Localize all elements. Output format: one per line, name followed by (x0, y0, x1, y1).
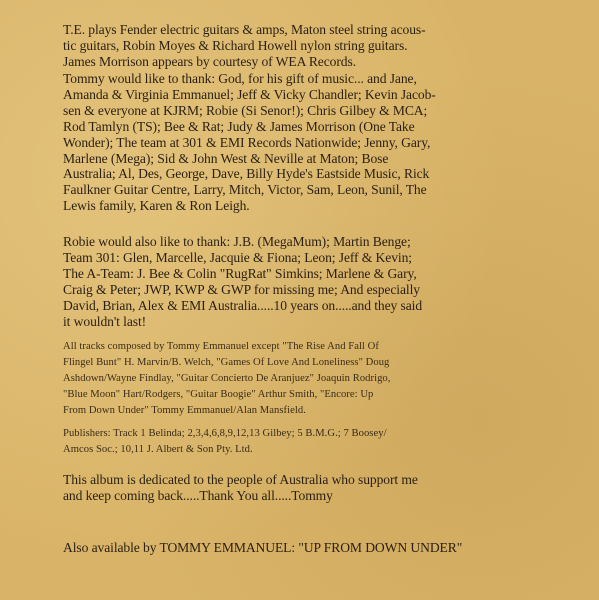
text-line: Faulkner Guitar Centre, Larry, Mitch, Victor, Sam, Leon, Sunil, The (63, 182, 427, 198)
text-line: Also available by TOMMY EMMANUEL: "UP FROM DOWN UNDER" (63, 540, 463, 555)
text-line: All tracks composed by Tommy Emmanuel except "The Rise And Fall Of (63, 341, 379, 352)
text-line: it wouldn't last! (63, 313, 147, 329)
text-line: Ashdown/Wayne Findlay, "Guitar Concierto De Aranjuez" Joaquin Rodrigo, (63, 373, 391, 384)
text-line: Craig & Peter; JWP, KWP & GWP for missing me; And especially (63, 281, 420, 297)
text-line: T.E. plays Fender electric guitars & amps, Maton steel string acous- (63, 22, 426, 37)
text-line: Amanda & Virginia Emmanuel; Jeff & Vicky Chandler; Kevin Jacob- (63, 86, 436, 102)
text-line: Rod Tamlyn (TS); Bee & Rat; Judy & James Morrison (One Take (63, 118, 415, 134)
publishers-credits (63, 426, 593, 458)
dedication (63, 472, 593, 504)
text-line: Lewis family, Karen & Ron Leigh. (63, 198, 250, 214)
text-line: Marlene (Mega); Sid & John West & Neville at Maton; Bose (63, 150, 389, 166)
text-line: Tommy would like to thank: God, for his gift of music... and Jane, (63, 71, 417, 86)
text-line: From Down Under" Tommy Emmanuel/Alan Mansfield. (63, 405, 306, 416)
text-line: Australia; Al, Des, George, Dave, Billy Hyde's Eastside Music, Rick (63, 166, 430, 182)
text-line: Wonder); The team at 301 & EMI Records Nationwide; Jenny, Gary, (63, 134, 431, 150)
composition-credits (63, 339, 593, 419)
text-line: Robie would also like to thank: J.B. (MegaMum); Martin Benge; (63, 234, 411, 249)
robie-thanks (63, 234, 593, 329)
text-line: Publishers: Track 1 Belinda; 2,3,4,6,8,9,12,13 Gilbey; 5 B.M.G.; 7 Boosey/ (63, 428, 387, 439)
text-line: This album is dedicated to the people of Australia who support me (63, 472, 418, 487)
text-line: Flingel Bunt" H. Marvin/B. Welch, "Games Of Love And Loneliness" Doug (63, 357, 390, 368)
tommy-thanks (63, 71, 593, 214)
instruments-credit (63, 22, 593, 70)
text-line: James Morrison appears by courtesy of WEA Records. (63, 53, 356, 69)
text-line: Team 301: Glen, Marcelle, Jacquie & Fiona; Leon; Jeff & Kevin; (63, 249, 412, 265)
text-line: The A-Team: J. Bee & Colin "RugRat" Simkins; Marlene & Gary, (63, 265, 417, 281)
text-line: and keep coming back.....Thank You all.....Tommy (63, 487, 333, 503)
text-line: Amcos Soc.; 10,11 J. Albert & Son Pty. Ltd. (63, 444, 253, 455)
also-available (63, 540, 593, 556)
text-line: tic guitars, Robin Moyes & Richard Howell nylon string guitars. (63, 37, 408, 53)
text-line: "Blue Moon" Hart/Rodgers, "Guitar Boogie" Arthur Smith, "Encore: Up (63, 389, 374, 400)
text-line: sen & everyone at KJRM; Robie (Si Senor!); Chris Gilbey & MCA; (63, 102, 428, 118)
text-line: David, Brian, Alex & EMI Australia.....10 years on.....and they said (63, 297, 423, 313)
